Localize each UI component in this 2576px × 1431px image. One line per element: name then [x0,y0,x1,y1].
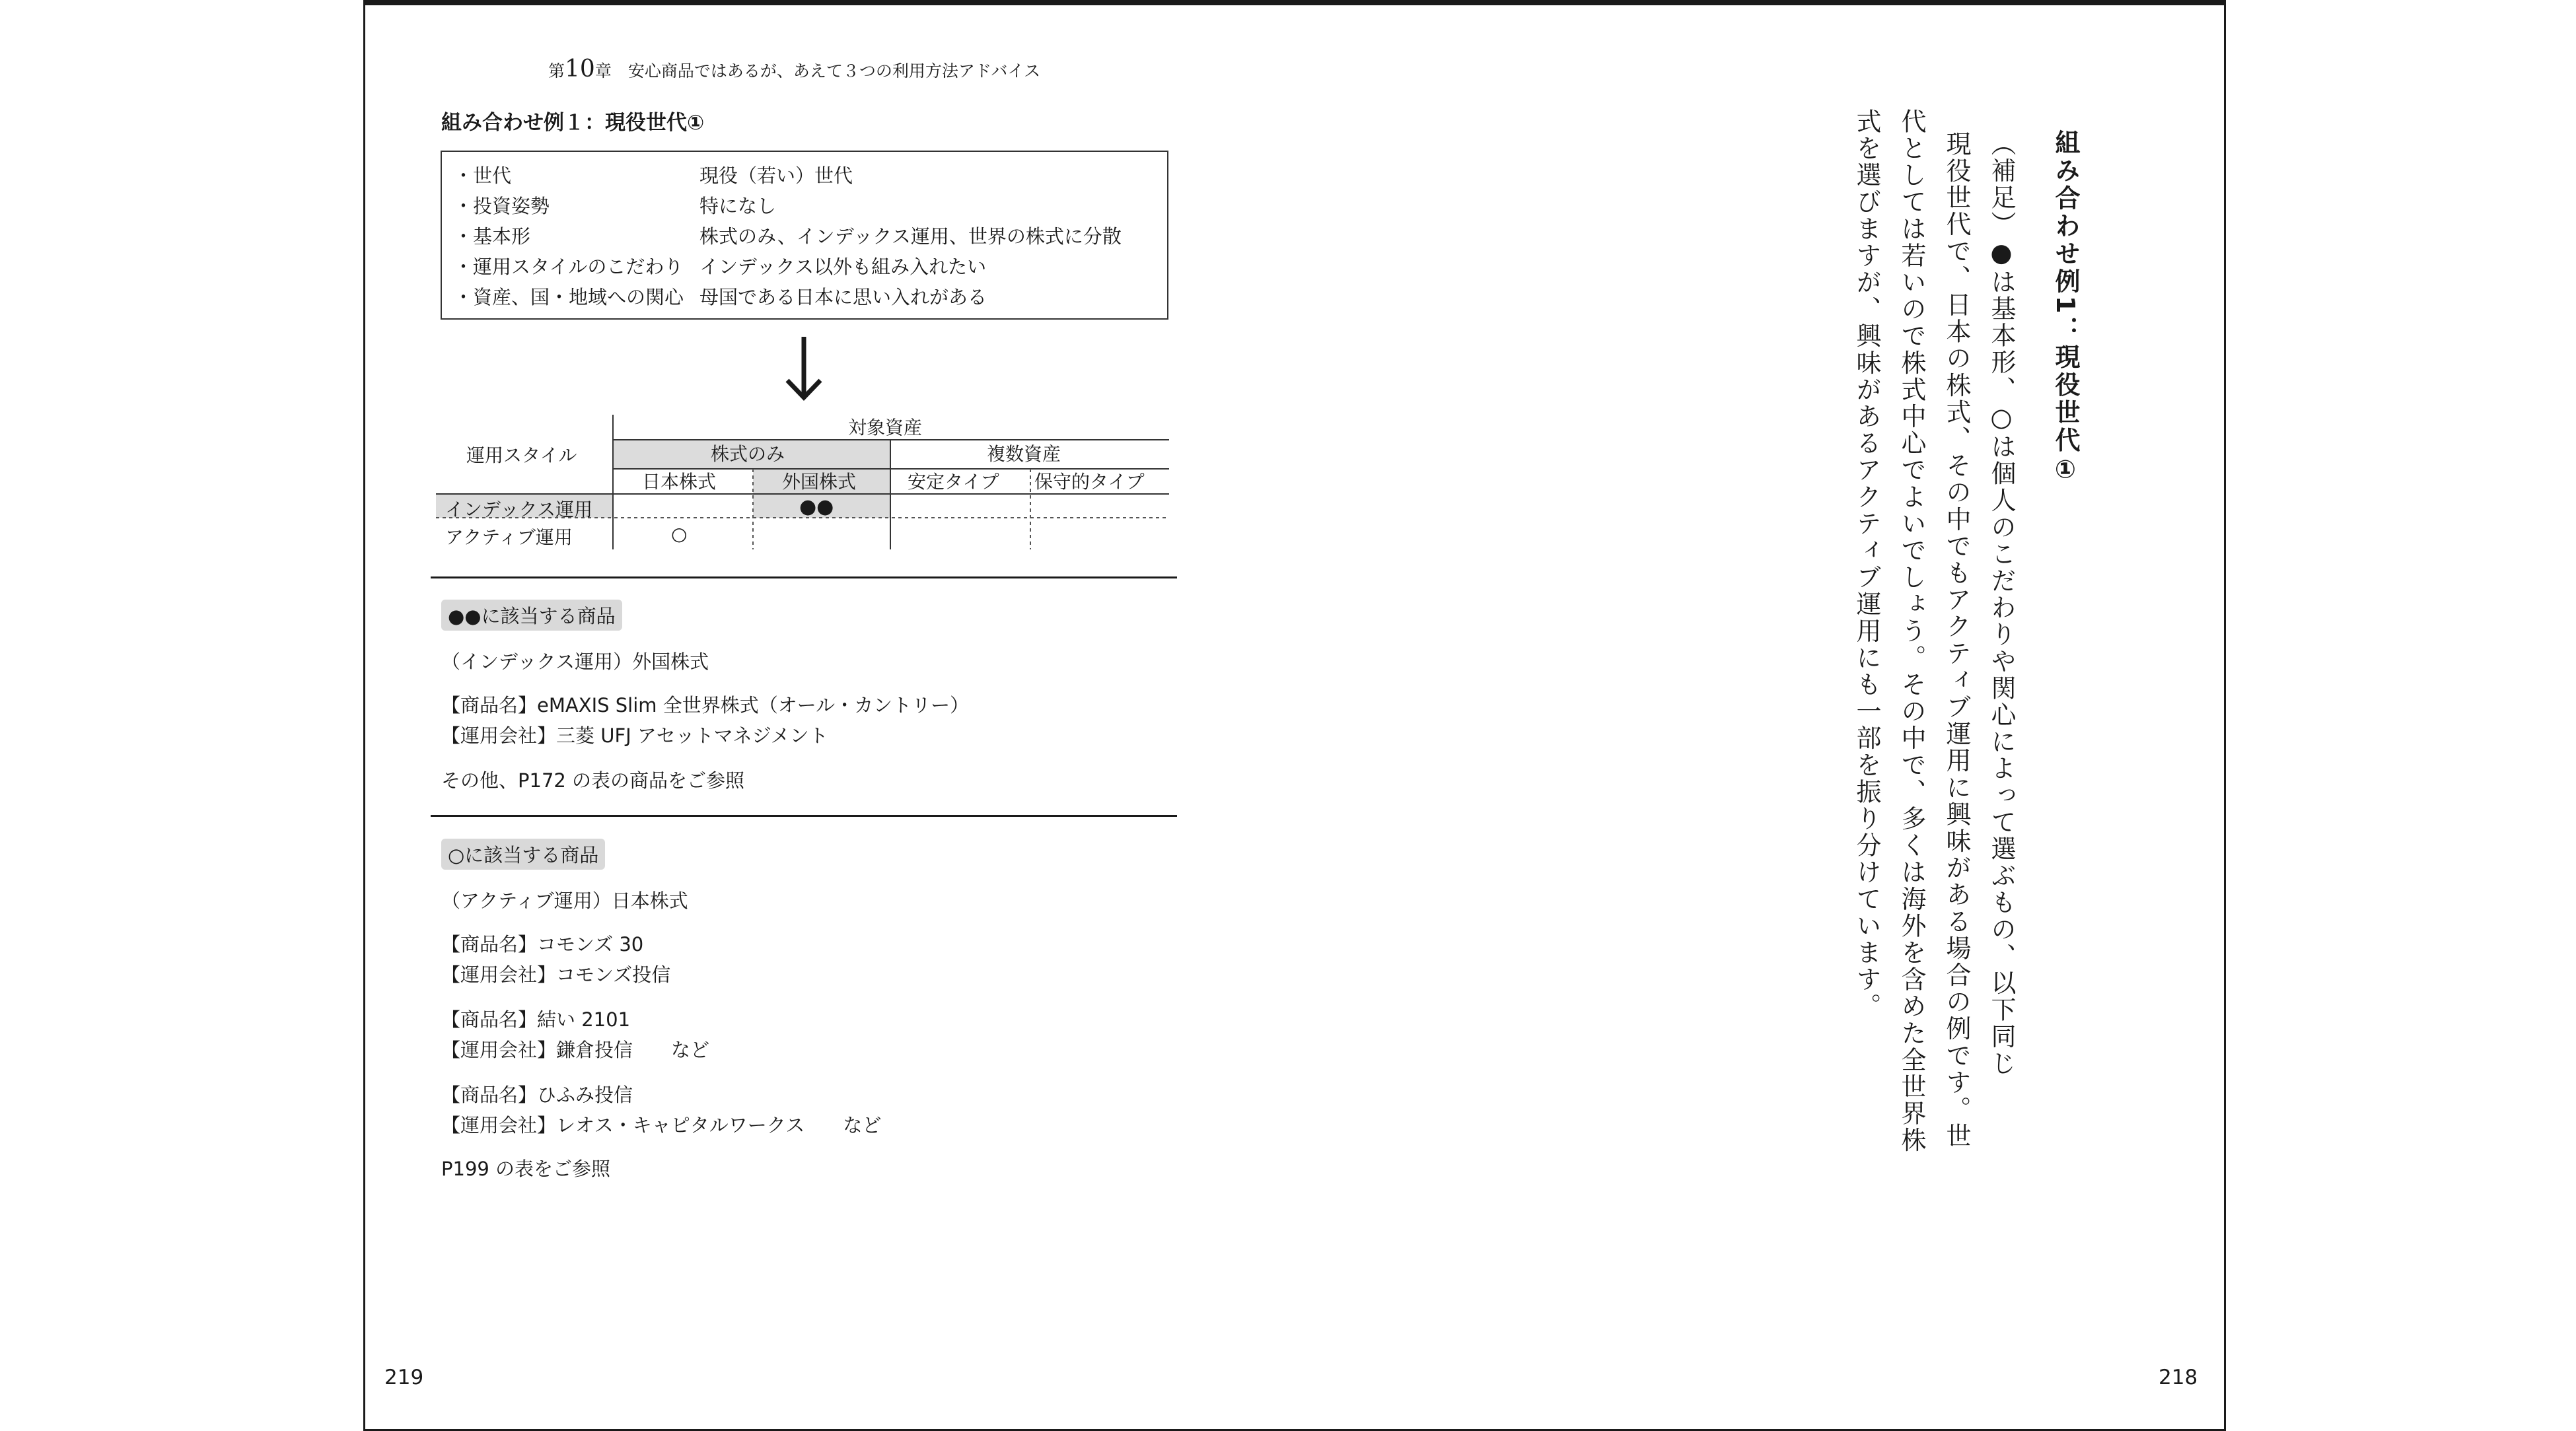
company-name: 【運用会社】コモンズ投信 [441,963,671,986]
grid-mark-optional: ○ [671,523,688,545]
grid-col-conservative: 保守的タイプ [1034,471,1145,493]
product-name: 【商品名】結い 2101 [441,1008,631,1031]
company-name: 【運用会社】三菱 UFJ アセットマネジメント [441,724,828,747]
section-tag-base: ●●に該当する商品 [441,600,622,631]
grid-group-stock: 株式のみ [711,443,785,465]
chapter-header [548,55,1040,83]
section-tag-optional: ○に該当する商品 [441,839,605,870]
grid-mark-base: ●● [799,495,834,518]
info-label-generation: ・世代 [454,164,512,187]
grid-row-index: インデックス運用 [445,499,593,520]
info-value-stance: 特になし [699,195,777,217]
grid-col-stable: 安定タイプ [908,471,999,493]
grid-row-active: アクティブ運用 [445,526,573,548]
body-column-4: 式を選びますが、興味があるアクティブ運用にも一部を振り分けています。 [1852,108,1881,1020]
product-name: 【商品名】eMAXIS Slim 全世界株式（オール・カントリー） [441,694,970,716]
section-title: 組み合わせ例１：現役世代① [441,111,705,135]
page-number-right: 218 [2159,1366,2198,1389]
product-name: 【商品名】コモンズ 30 [441,933,644,956]
body-column-3: 代としては若いので株式中心でよいでしょう。その中で、多くは海外を含めた全世界株 [1897,108,1926,1154]
page-number-left: 219 [384,1366,424,1389]
info-value-generation: 現役（若い）世代 [699,164,853,187]
info-label-stance: ・投資姿勢 [454,195,550,217]
info-label-style: ・運用スタイルのこだわり [454,256,684,278]
company-name: 【運用会社】鎌倉投信 など [441,1039,710,1061]
body-column-2: 現役世代で、日本の株式、その中でもアクティブ運用に興味がある場合の例です。世 [1942,131,1971,1150]
category-line: （アクティブ運用）日本株式 [441,890,688,912]
section-divider [431,576,1177,578]
chapter-title: 章 安心商品ではあるが、あえて３つの利用方法アドバイス [594,61,1041,81]
info-label-basic: ・基本形 [454,225,531,248]
info-value-style: インデックス以外も組み入れたい [699,256,987,278]
body-column-1: （補足）●は基本形、○は個人のこだわりや関心によって選ぶもの、以下同じ [1987,131,2016,1077]
grid-col-foreign: 外国株式 [782,471,857,493]
vertical-section-title: 組み合わせ例1：現役世代① [2051,129,2080,487]
section-divider [431,815,1177,817]
reference-note: P199 の表をご参照 [441,1158,611,1180]
down-arrow-icon [783,335,824,401]
info-label-interest: ・資産、国・地域への関心 [454,286,684,308]
reference-note: その他、P172 の表の商品をご参照 [441,769,745,792]
product-name: 【商品名】ひふみ投信 [441,1084,633,1106]
grid-col-japan: 日本株式 [642,471,717,493]
company-name: 【運用会社】レオス・キャピタルワークス など [441,1114,882,1136]
info-value-basic: 株式のみ、インデックス運用、世界の株式に分散 [699,225,1122,248]
profile-info-box [441,151,1168,320]
info-value-interest: 母国である日本に思い入れがある [699,286,987,308]
grid-top-header: 対象資産 [848,417,923,438]
chapter-number: 10 [565,55,595,83]
grid-group-multi: 複数資産 [987,443,1061,465]
chapter-prefix: 第 [548,61,565,81]
category-line: （インデックス運用）外国株式 [441,650,709,673]
grid-row-header: 運用スタイル [466,444,577,466]
